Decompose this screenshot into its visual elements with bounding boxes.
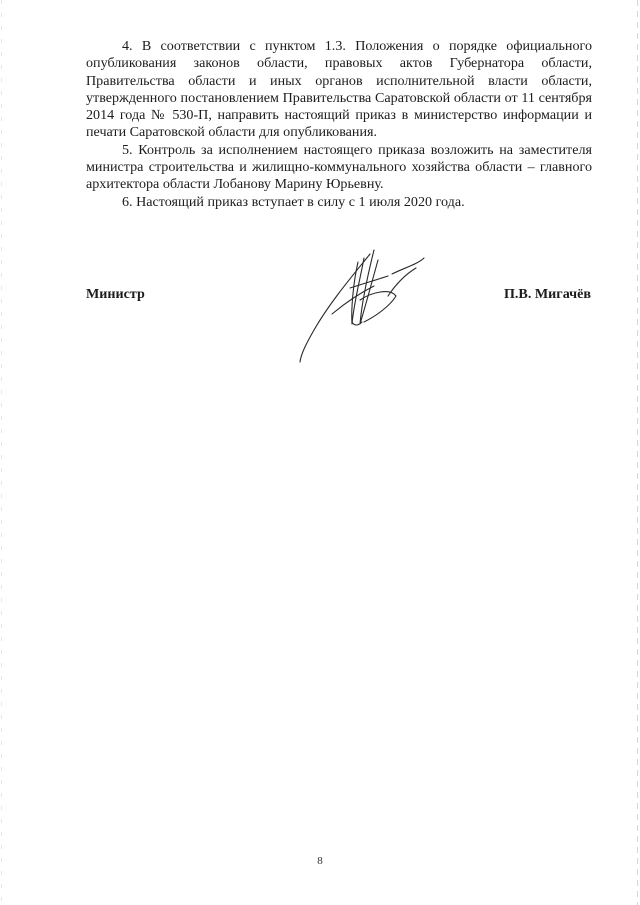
page-number: 8 — [317, 855, 323, 867]
signatory-name: П.В. Мигачёв — [503, 286, 591, 302]
scan-edge-right — [637, 0, 638, 905]
signatory-title: Министр — [86, 286, 145, 302]
document-body — [86, 38, 592, 211]
scan-edge-left — [1, 0, 2, 905]
handwritten-signature — [292, 244, 432, 366]
paragraph-4: 4. В соответствии с пунктом 1.3. Положения о порядке официального опубликования законов области, правовых актов Губернатора области, Правительства области и иных органов исполнительной власти области, утвержденного постановлением Правительства Саратовской области от 11 сентября 2014 года № 530-П, направить настоящий приказ в министерство информации и печати Саратовской области для опубликования. — [86, 38, 592, 141]
paragraph-6: 6. Настоящий приказ вступает в силу с 1 июля 2020 года. — [122, 193, 465, 210]
paragraph-5: 5. Контроль за исполнением настоящего приказа возложить на заместителя министра строительства и жилищно-коммунального хозяйства области – главного архитектора области Лобанову Марину Юрьевну. — [86, 141, 592, 193]
